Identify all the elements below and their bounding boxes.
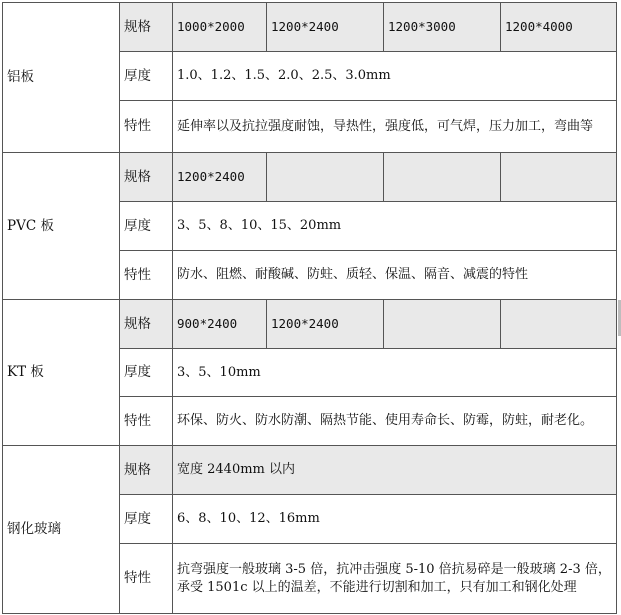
material-name-glass: 钢化玻璃 [3, 446, 120, 614]
thickness-label: 厚度 [120, 495, 173, 544]
spec-label: 规格 [120, 153, 173, 202]
spec-label: 规格 [120, 446, 173, 495]
spec-value: 宽度 2440mm 以内 [173, 446, 617, 495]
spec-value-2 [267, 153, 384, 202]
spec-value-1: 1000*2000 [173, 3, 267, 52]
spec-value-2: 1200*2400 [267, 3, 384, 52]
material-name-kt: KT 板 [3, 300, 120, 446]
thickness-value: 3、5、10mm [173, 349, 617, 397]
thickness-label: 厚度 [120, 52, 173, 101]
spec-label: 规格 [120, 300, 173, 349]
property-value: 延伸率以及抗拉强度耐蚀，导热性，强度低，可气焊，压力加工，弯曲等 [173, 101, 617, 153]
spec-value-3 [384, 300, 501, 349]
material-name-pvc: PVC 板 [3, 153, 120, 300]
property-label: 特性 [120, 544, 173, 614]
property-label: 特性 [120, 101, 173, 153]
pvc-spec-row [3, 153, 617, 202]
property-value: 抗弯强度一般玻璃 3-5 倍，抗冲击强度 5-10 倍抗易碎是一般玻璃 2-3 倍，承受 1501c 以上的温差，不能进行切割和加工，只有加工和钢化处理 [173, 544, 617, 614]
spec-value-4 [501, 153, 617, 202]
property-label: 特性 [120, 397, 173, 446]
thickness-label: 厚度 [120, 202, 173, 251]
property-value: 防水、阻燃、耐酸碱、防蛀、质轻、保温、隔音、减震的特性 [173, 251, 617, 300]
kt-spec-row [3, 300, 617, 349]
aluminum-spec-row [3, 3, 617, 52]
property-value: 环保、防火、防水防潮、隔热节能、使用寿命长、防霉，防蛀，耐老化。 [173, 397, 617, 446]
spec-value-2: 1200*2400 [267, 300, 384, 349]
spec-value-4 [501, 300, 617, 349]
thickness-value: 1.0、1.2、1.5、2.0、2.5、3.0mm [173, 52, 617, 101]
spec-value-3: 1200*3000 [384, 3, 501, 52]
materials-spec-table [2, 2, 617, 614]
property-label: 特性 [120, 251, 173, 300]
spec-value-1: 1200*2400 [173, 153, 267, 202]
spec-value-1: 900*2400 [173, 300, 267, 349]
thickness-value: 6、8、10、12、16mm [173, 495, 617, 544]
glass-spec-row [3, 446, 617, 495]
spec-value-3 [384, 153, 501, 202]
thickness-value: 3、5、8、10、15、20mm [173, 202, 617, 251]
spec-label: 规格 [120, 3, 173, 52]
spec-value-4: 1200*4000 [501, 3, 617, 52]
thickness-label: 厚度 [120, 349, 173, 397]
material-name-aluminum: 铝板 [3, 3, 120, 153]
